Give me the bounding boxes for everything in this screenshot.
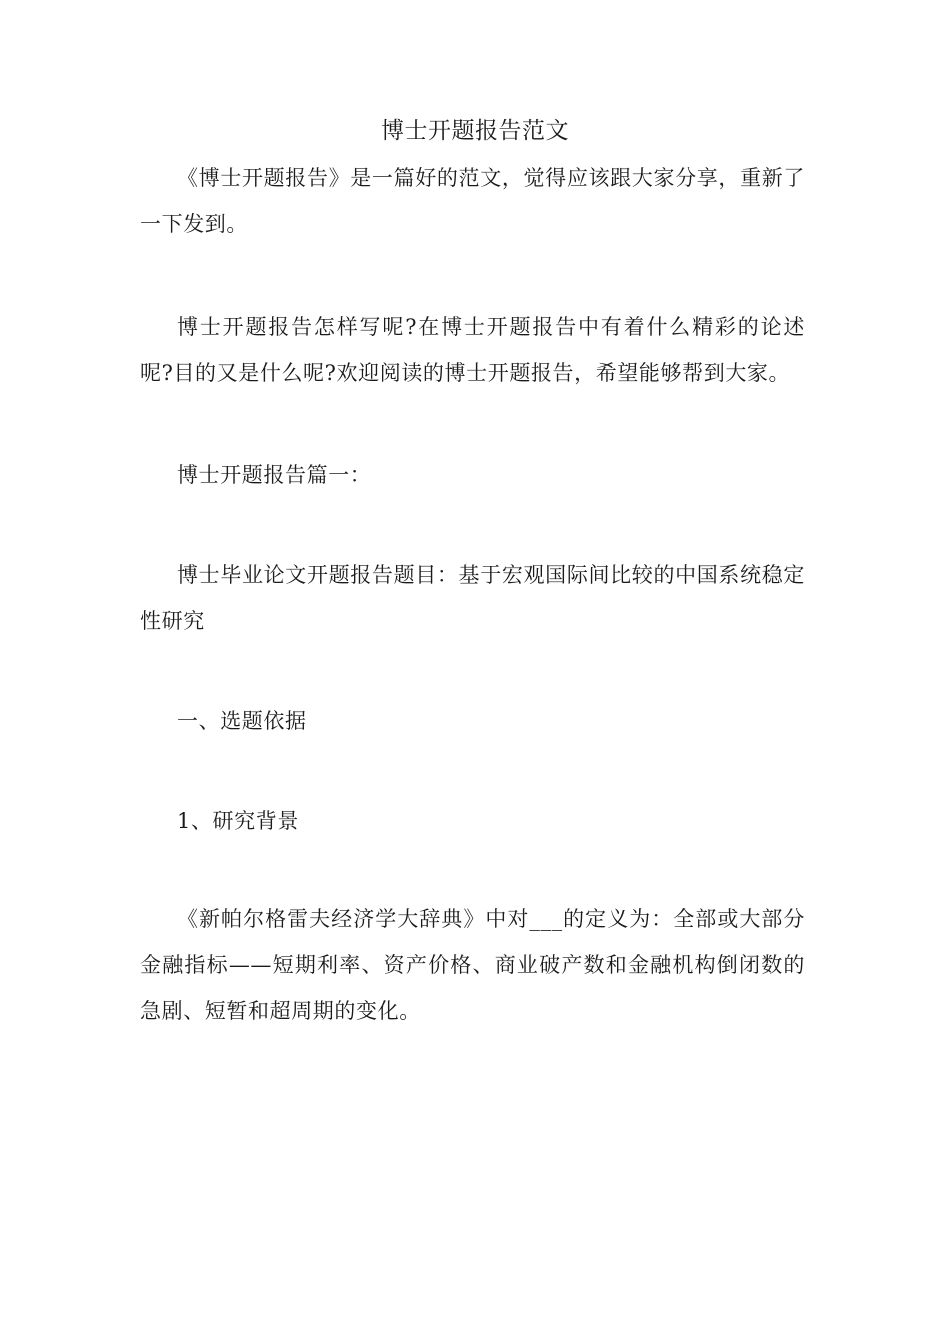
paragraph-intro: 《博士开题报告》是一篇好的范文，觉得应该跟大家分享，重新了一下发到。 <box>140 166 805 236</box>
section-heading-basis: 一、选题依据 <box>177 709 307 733</box>
paragraph-question: 博士开题报告怎样写呢?在博士开题报告中有着什么精彩的论述呢?目的又是什么呢?欢迎阅读的博士开题报告，希望能够帮到大家。 <box>140 315 805 385</box>
document-title: 博士开题报告范文 <box>381 118 569 144</box>
paragraph-thesis-topic: 博士毕业论文开题报告题目：基于宏观国际间比较的中国系统稳定性研究 <box>140 563 805 633</box>
paragraph-part-one: 博士开题报告篇一： <box>177 463 372 487</box>
subsection-heading-background: 1、研究背景 <box>177 809 299 833</box>
paragraph-definition: 《新帕尔格雷夫经济学大辞典》中对___的定义为：全部或大部分金融指标——短期利率、资产价格、商业破产数和金融机构倒闭数的急剧、短暂和超周期的变化。 <box>140 907 805 1023</box>
